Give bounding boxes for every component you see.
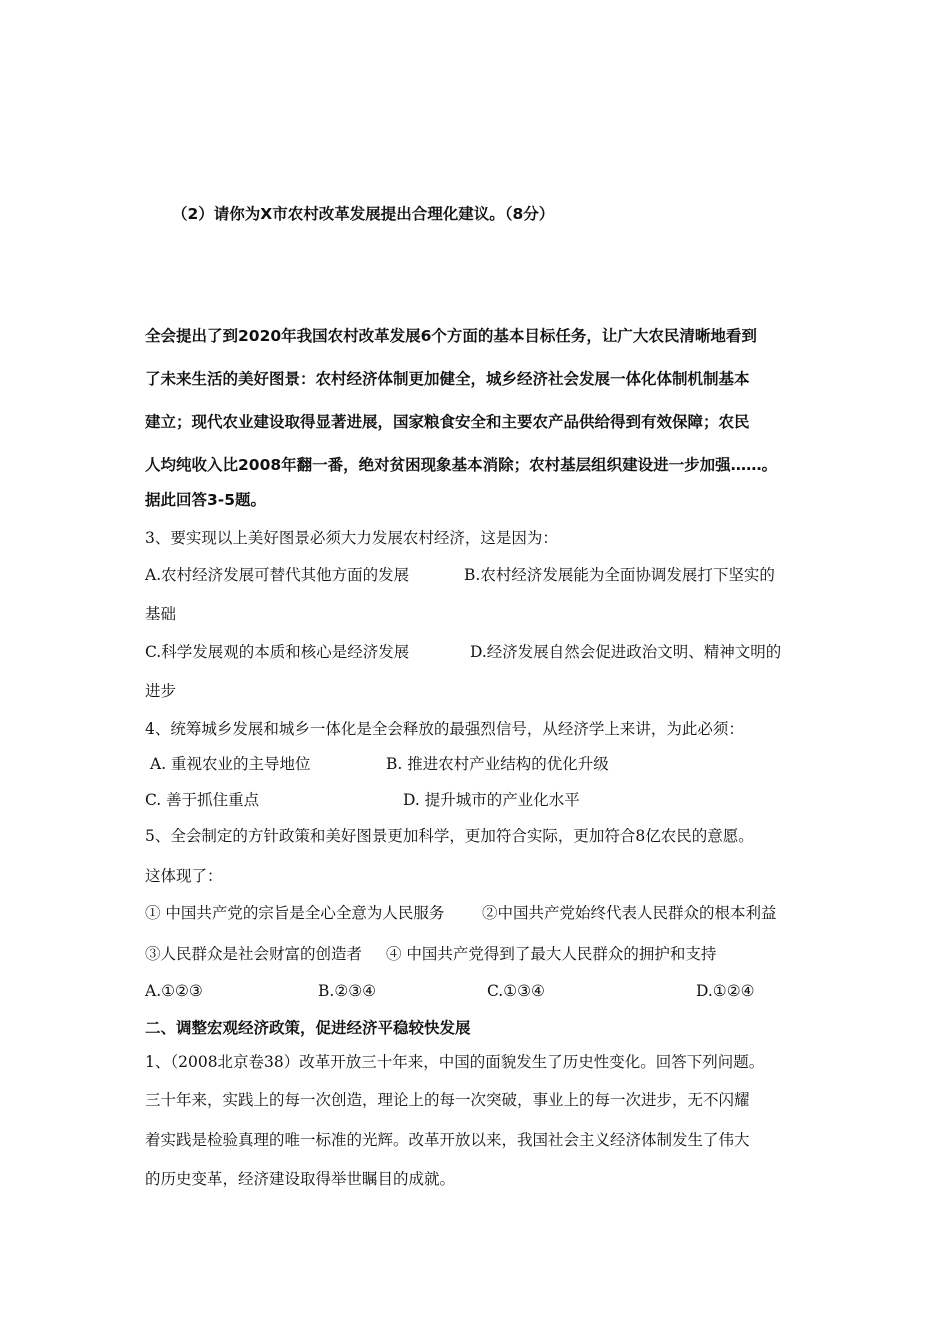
question-4-option-b: B. 推进农村产业结构的优化升级 <box>386 755 609 773</box>
question-5-stem-line-1: 5、全会制定的方针政策和美好图景更加科学，更加符合实际，更加符合8亿农民的意愿。 <box>145 827 754 845</box>
question-3-stem: 3、要实现以上美好图景必须大力发展农村经济，这是因为： <box>145 529 558 547</box>
passage-line-4: 人均纯收入比2008年翻一番，绝对贫困现象基本消除；农村基层组织建设进一步加强……。 <box>145 456 778 474</box>
question-5-option-b: B.②③④ <box>318 982 377 1000</box>
question-3-option-a: A.农村经济发展可替代其他方面的发展 <box>145 566 410 584</box>
question-3-option-c: C.科学发展观的本质和核心是经济发展 <box>145 643 410 661</box>
section-2-heading: 二、调整宏观经济政策，促进经济平稳较快发展 <box>145 1019 471 1037</box>
question-5-item-4: ④ 中国共产党得到了最大人民群众的拥护和支持 <box>386 945 717 963</box>
passage-line-3: 建立；现代农业建设取得显著进展，国家粮食安全和主要农产品供给得到有效保障；农民 <box>145 413 750 431</box>
question-3-option-b: B.农村经济发展能为全面协调发展打下坚实的 <box>464 566 775 584</box>
passage-line-2: 了未来生活的美好图景：农村经济体制更加健全，城乡经济社会发展一体化体制机制基本 <box>145 370 750 388</box>
question-3-option-d: D.经济发展自然会促进政治文明、精神文明的 <box>470 643 782 661</box>
question-4-option-d: D. 提升城市的产业化水平 <box>403 791 580 809</box>
section-2-question-1-line-4: 的历史变革，经济建设取得举世瞩目的成就。 <box>145 1170 456 1188</box>
section-2-question-1-line-2: 三十年来，实践上的每一次创造，理论上的每一次突破，事业上的每一次进步，无不闪耀 <box>145 1091 750 1109</box>
question-5-item-3: ③人民群众是社会财富的创造者 <box>145 945 363 963</box>
question-2-prompt: （2）请你为X市农村改革发展提出合理化建议。（8分） <box>172 205 555 223</box>
section-2-question-1-line-3: 着实践是检验真理的唯一标准的光辉。改革开放以来，我国社会主义经济体制发生了伟大 <box>145 1131 750 1149</box>
question-3-option-b-continued: 基础 <box>145 605 177 623</box>
question-4-option-c: C. 善于抓住重点 <box>145 791 260 809</box>
section-2-question-1-line-1: 1、（2008北京卷38）改革开放三十年来，中国的面貌发生了历史性变化。回答下列问题。 <box>145 1053 765 1071</box>
question-5-option-d: D.①②④ <box>696 982 755 1000</box>
question-5-item-2: ②中国共产党始终代表人民群众的根本利益 <box>482 904 777 922</box>
question-5-option-a: A.①②③ <box>145 982 203 1000</box>
question-5-stem-line-2: 这体现了： <box>145 867 223 885</box>
passage-line-1: 全会提出了到2020年我国农村改革发展6个方面的基本目标任务，让广大农民清晰地看到 <box>145 327 757 345</box>
question-4-stem: 4、统筹城乡发展和城乡一体化是全会释放的最强烈信号，从经济学上来讲，为此必须： <box>145 720 744 738</box>
question-3-option-d-continued: 进步 <box>145 682 177 700</box>
question-5-option-c: C.①③④ <box>487 982 545 1000</box>
passage-instruction: 据此回答3-5题。 <box>145 491 267 509</box>
question-5-item-1: ① 中国共产党的宗旨是全心全意为人民服务 <box>145 904 445 922</box>
question-4-option-a: A. 重视农业的主导地位 <box>150 755 311 773</box>
